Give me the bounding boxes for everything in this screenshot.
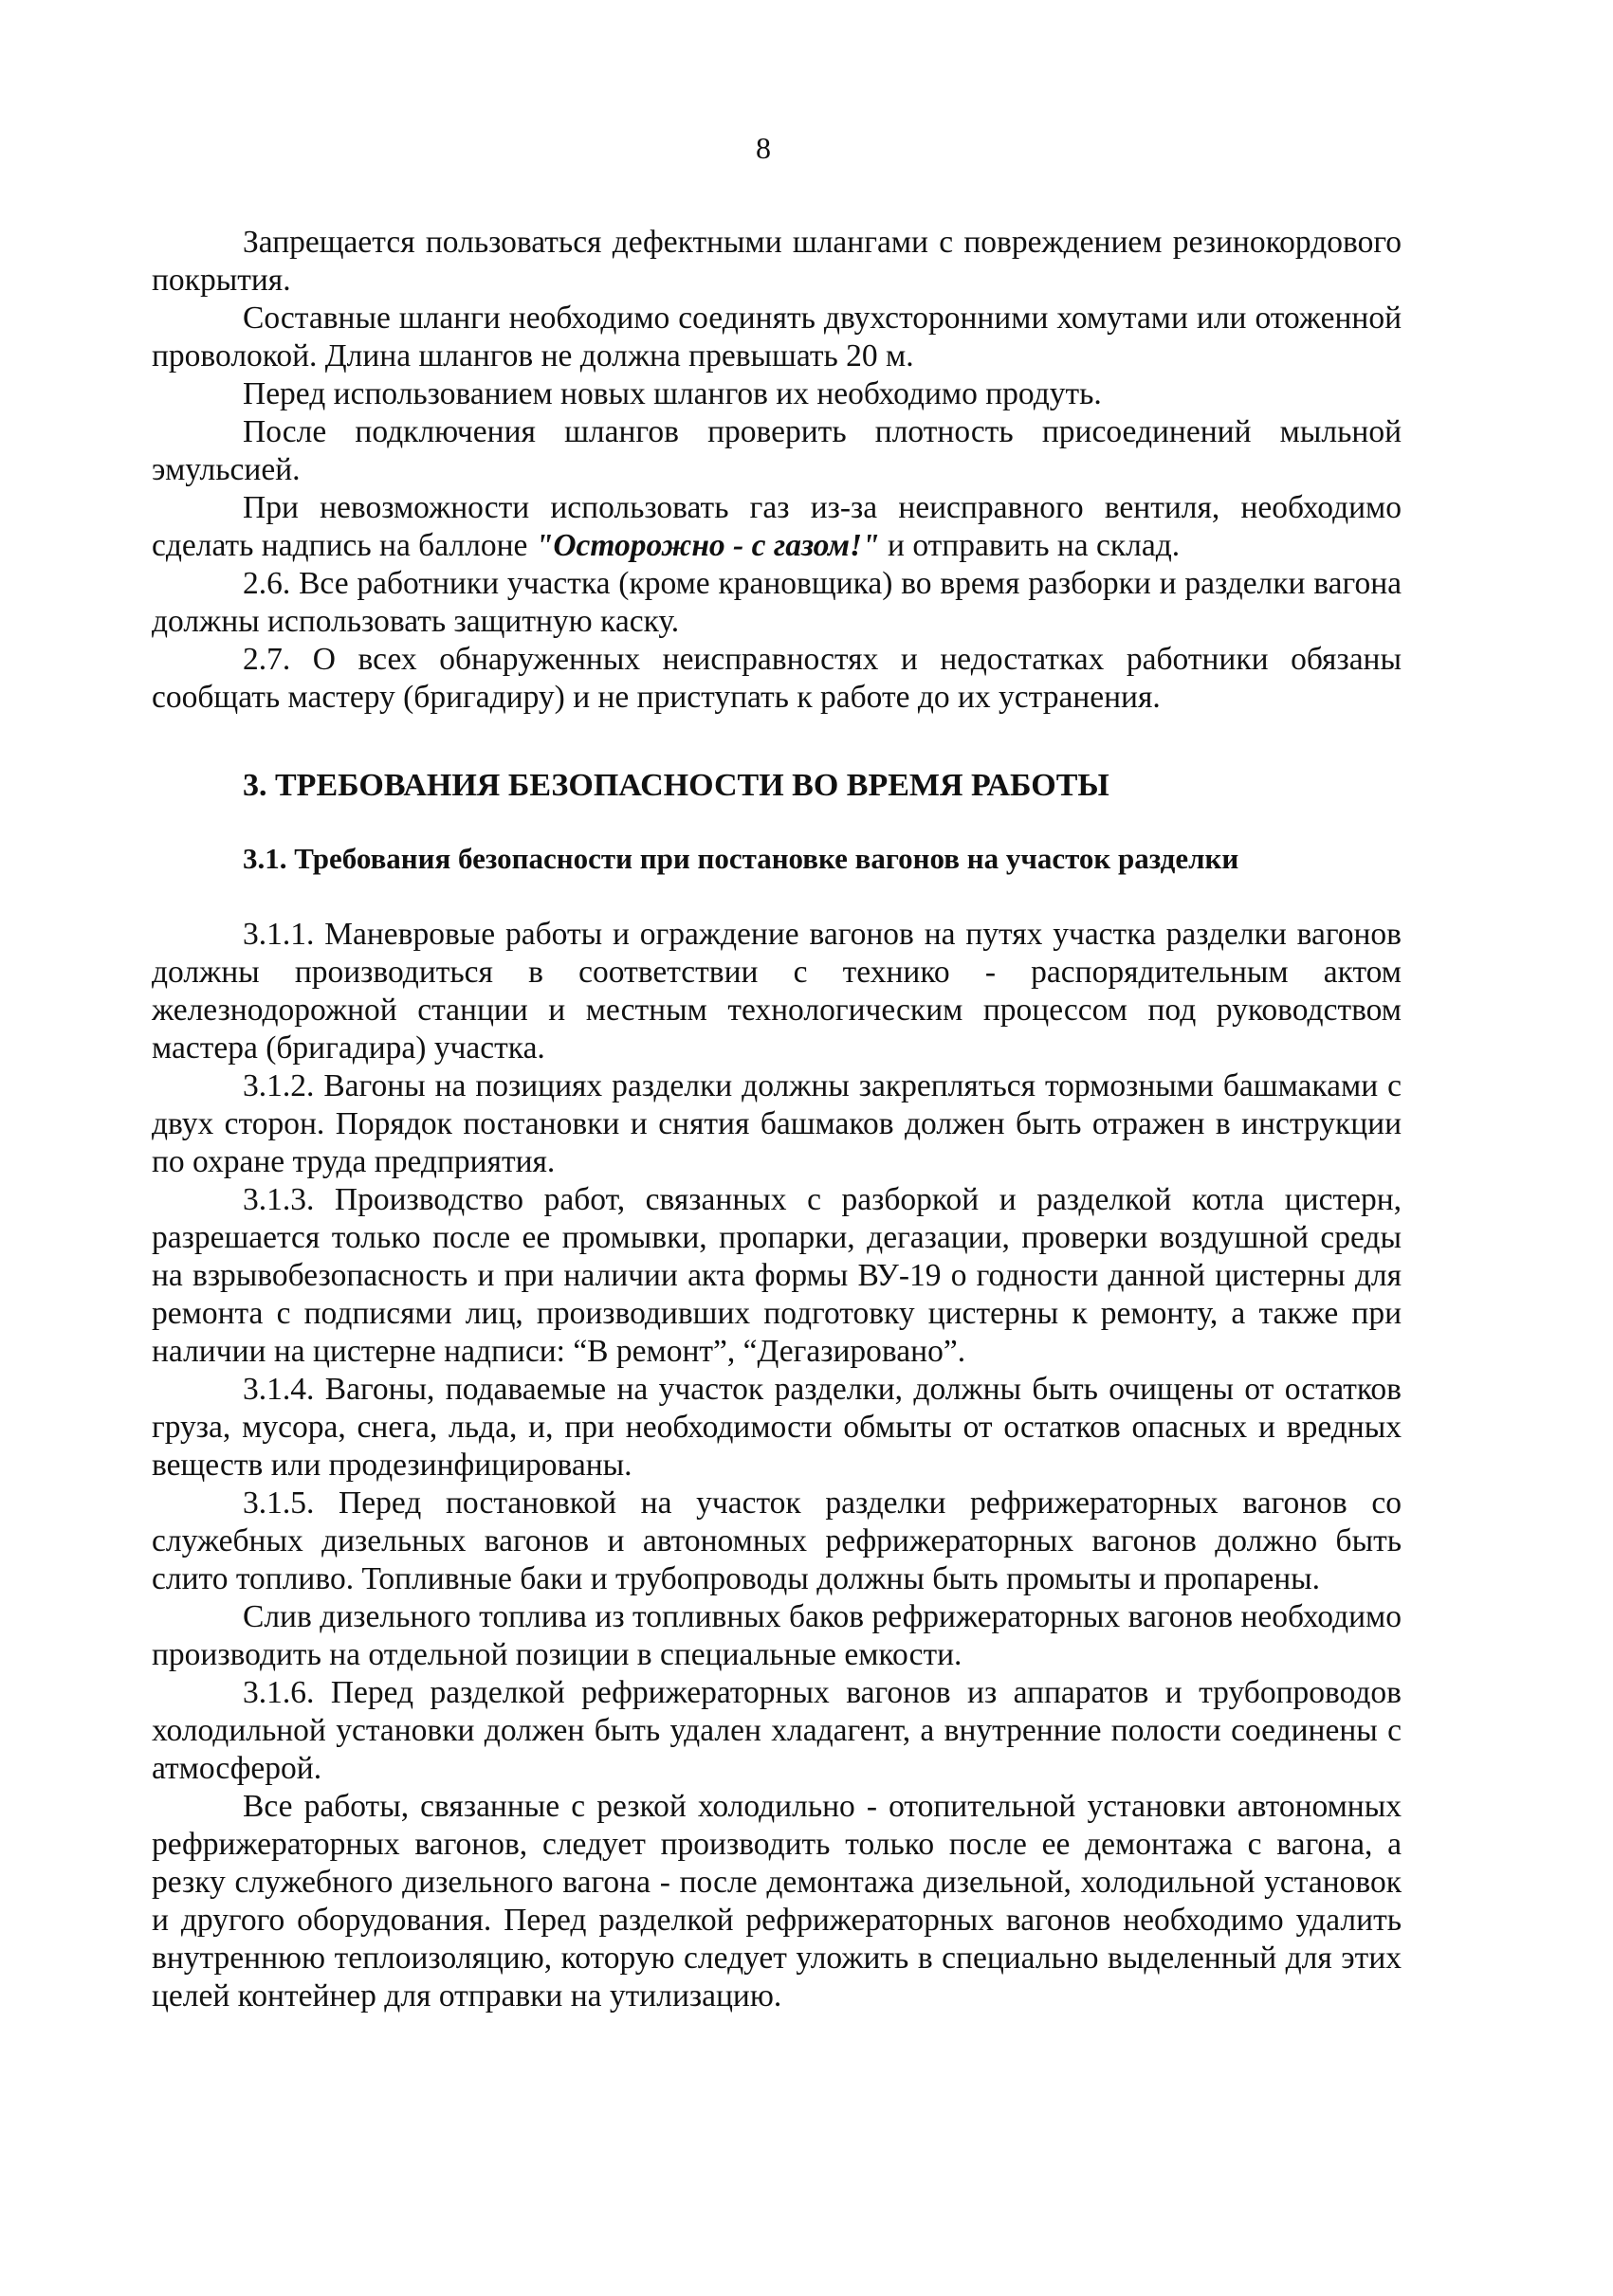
paragraph-3-1-5: 3.1.5. Перед постановкой на участок разделки рефрижераторных вагонов со служебных дизельных вагонов и автономных рефрижераторных вагонов должно быть слито топливо. Топливные баки и трубопроводы должны быть промыты и пропарены.: [152, 1485, 1402, 1596]
paragraph-gas-cylinder: [152, 489, 1402, 565]
paragraph-3-1-4: 3.1.4. Вагоны, подаваемые на участок разделки, должны быть очищены от остатков груза, мусора, снега, льда, и, при необходимости обмыты от остатков опасных и вредных веществ или продезинфицированы.: [152, 1372, 1402, 1483]
paragraph-hoses-joining: Составные шланги необходимо соединять двухсторонними хомутами или отоженной проволокой. Длина шлангов не должна превышать 20 м.: [152, 301, 1402, 374]
paragraph-3-1-2: 3.1.2. Вагоны на позициях разделки должны закрепляться тормозными башмаками с двух сторон. Порядок постановки и снятия башмаков должен быть отражен в инструкции по охране труда предприятия.: [152, 1068, 1402, 1179]
paragraph-2-6: 2.6. Все работники участка (кроме крановщика) во время разборки и разделки вагона должны использовать защитную каску.: [152, 566, 1402, 639]
page-number: 8: [756, 131, 771, 165]
paragraph-3-1-6: 3.1.6. Перед разделкой рефрижераторных вагонов из аппаратов и трубопроводов холодильной установки должен быть удален хладагент, а внутренние полости соединены с атмосферой.: [152, 1675, 1402, 1786]
paragraph-hoses-blowing: Перед использованием новых шлангов их необходимо продуть.: [243, 376, 1102, 411]
document-body: [152, 224, 1402, 2015]
paragraph-3-1-1: 3.1.1. Маневровые работы и ограждение вагонов на путях участка разделки вагонов должны производиться в соответствии с технико - распорядительным актом железнодорожной станции и местным технологическим процессом под руководством мастера (бригадира) участка.: [152, 917, 1402, 1066]
paragraph-cutting-works: Все работы, связанные с резкой холодильно - отопительной установки автономных рефрижераторных вагонов, следует производить только после ее демонтажа с вагона, а резку служебного дизельного вагона - после демонтажа дизельной, холодильной установок и другого оборудования. Перед разделкой рефрижераторных вагонов необходимо удалить внутреннюю теплоизоляцию, которую следует уложить в специально выделенный для этих целей контейнер для отправки на утилизацию.: [152, 1789, 1402, 2014]
subsection-heading-3-1: 3.1. Требования безопасности при постановке вагонов на участок разделки: [243, 842, 1239, 875]
paragraph-diesel-drain: Слив дизельного топлива из топливных баков рефрижераторных вагонов необходимо производить на отдельной позиции в специальные емкости.: [152, 1599, 1402, 1672]
gas-text-before: При невозможности использовать газ из-за неисправного вентиля, необходимо сделать надпись на баллоне: [152, 490, 1402, 563]
paragraph-hoses-defects: Запрещается пользоваться дефектными шлангами с повреждением резинокордового покрытия.: [152, 225, 1402, 298]
paragraph-3-1-3: 3.1.3. Производство работ, связанных с разборкой и разделкой котла цистерн, разрешается только после ее промывки, пропарки, дегазации, проверки воздушной среды на взрывобезопасность и при наличии акта формы ВУ-19 о годности данной цистерны для ремонта с подписями лиц, производивших подготовку цистерны к ремонту, а также при наличии на цистерне надписи: “В ремонт”, “Дегазировано”.: [152, 1182, 1402, 1369]
section-heading-3: 3. ТРЕБОВАНИЯ БЕЗОПАСНОСТИ ВО ВРЕМЯ РАБОТЫ: [243, 768, 1109, 803]
gas-warning-label: "Осторожно - с газом!": [535, 528, 880, 563]
paragraph-2-7: 2.7. О всех обнаруженных неисправностях и недостатках работники обязаны сообщать мастеру (бригадиру) и не приступать к работе до их устранения.: [152, 642, 1402, 715]
gas-text-after: и отправить на склад.: [879, 528, 1181, 563]
paragraph-hoses-check: После подключения шлангов проверить плотность присоединений мыльной эмульсией.: [152, 414, 1402, 487]
